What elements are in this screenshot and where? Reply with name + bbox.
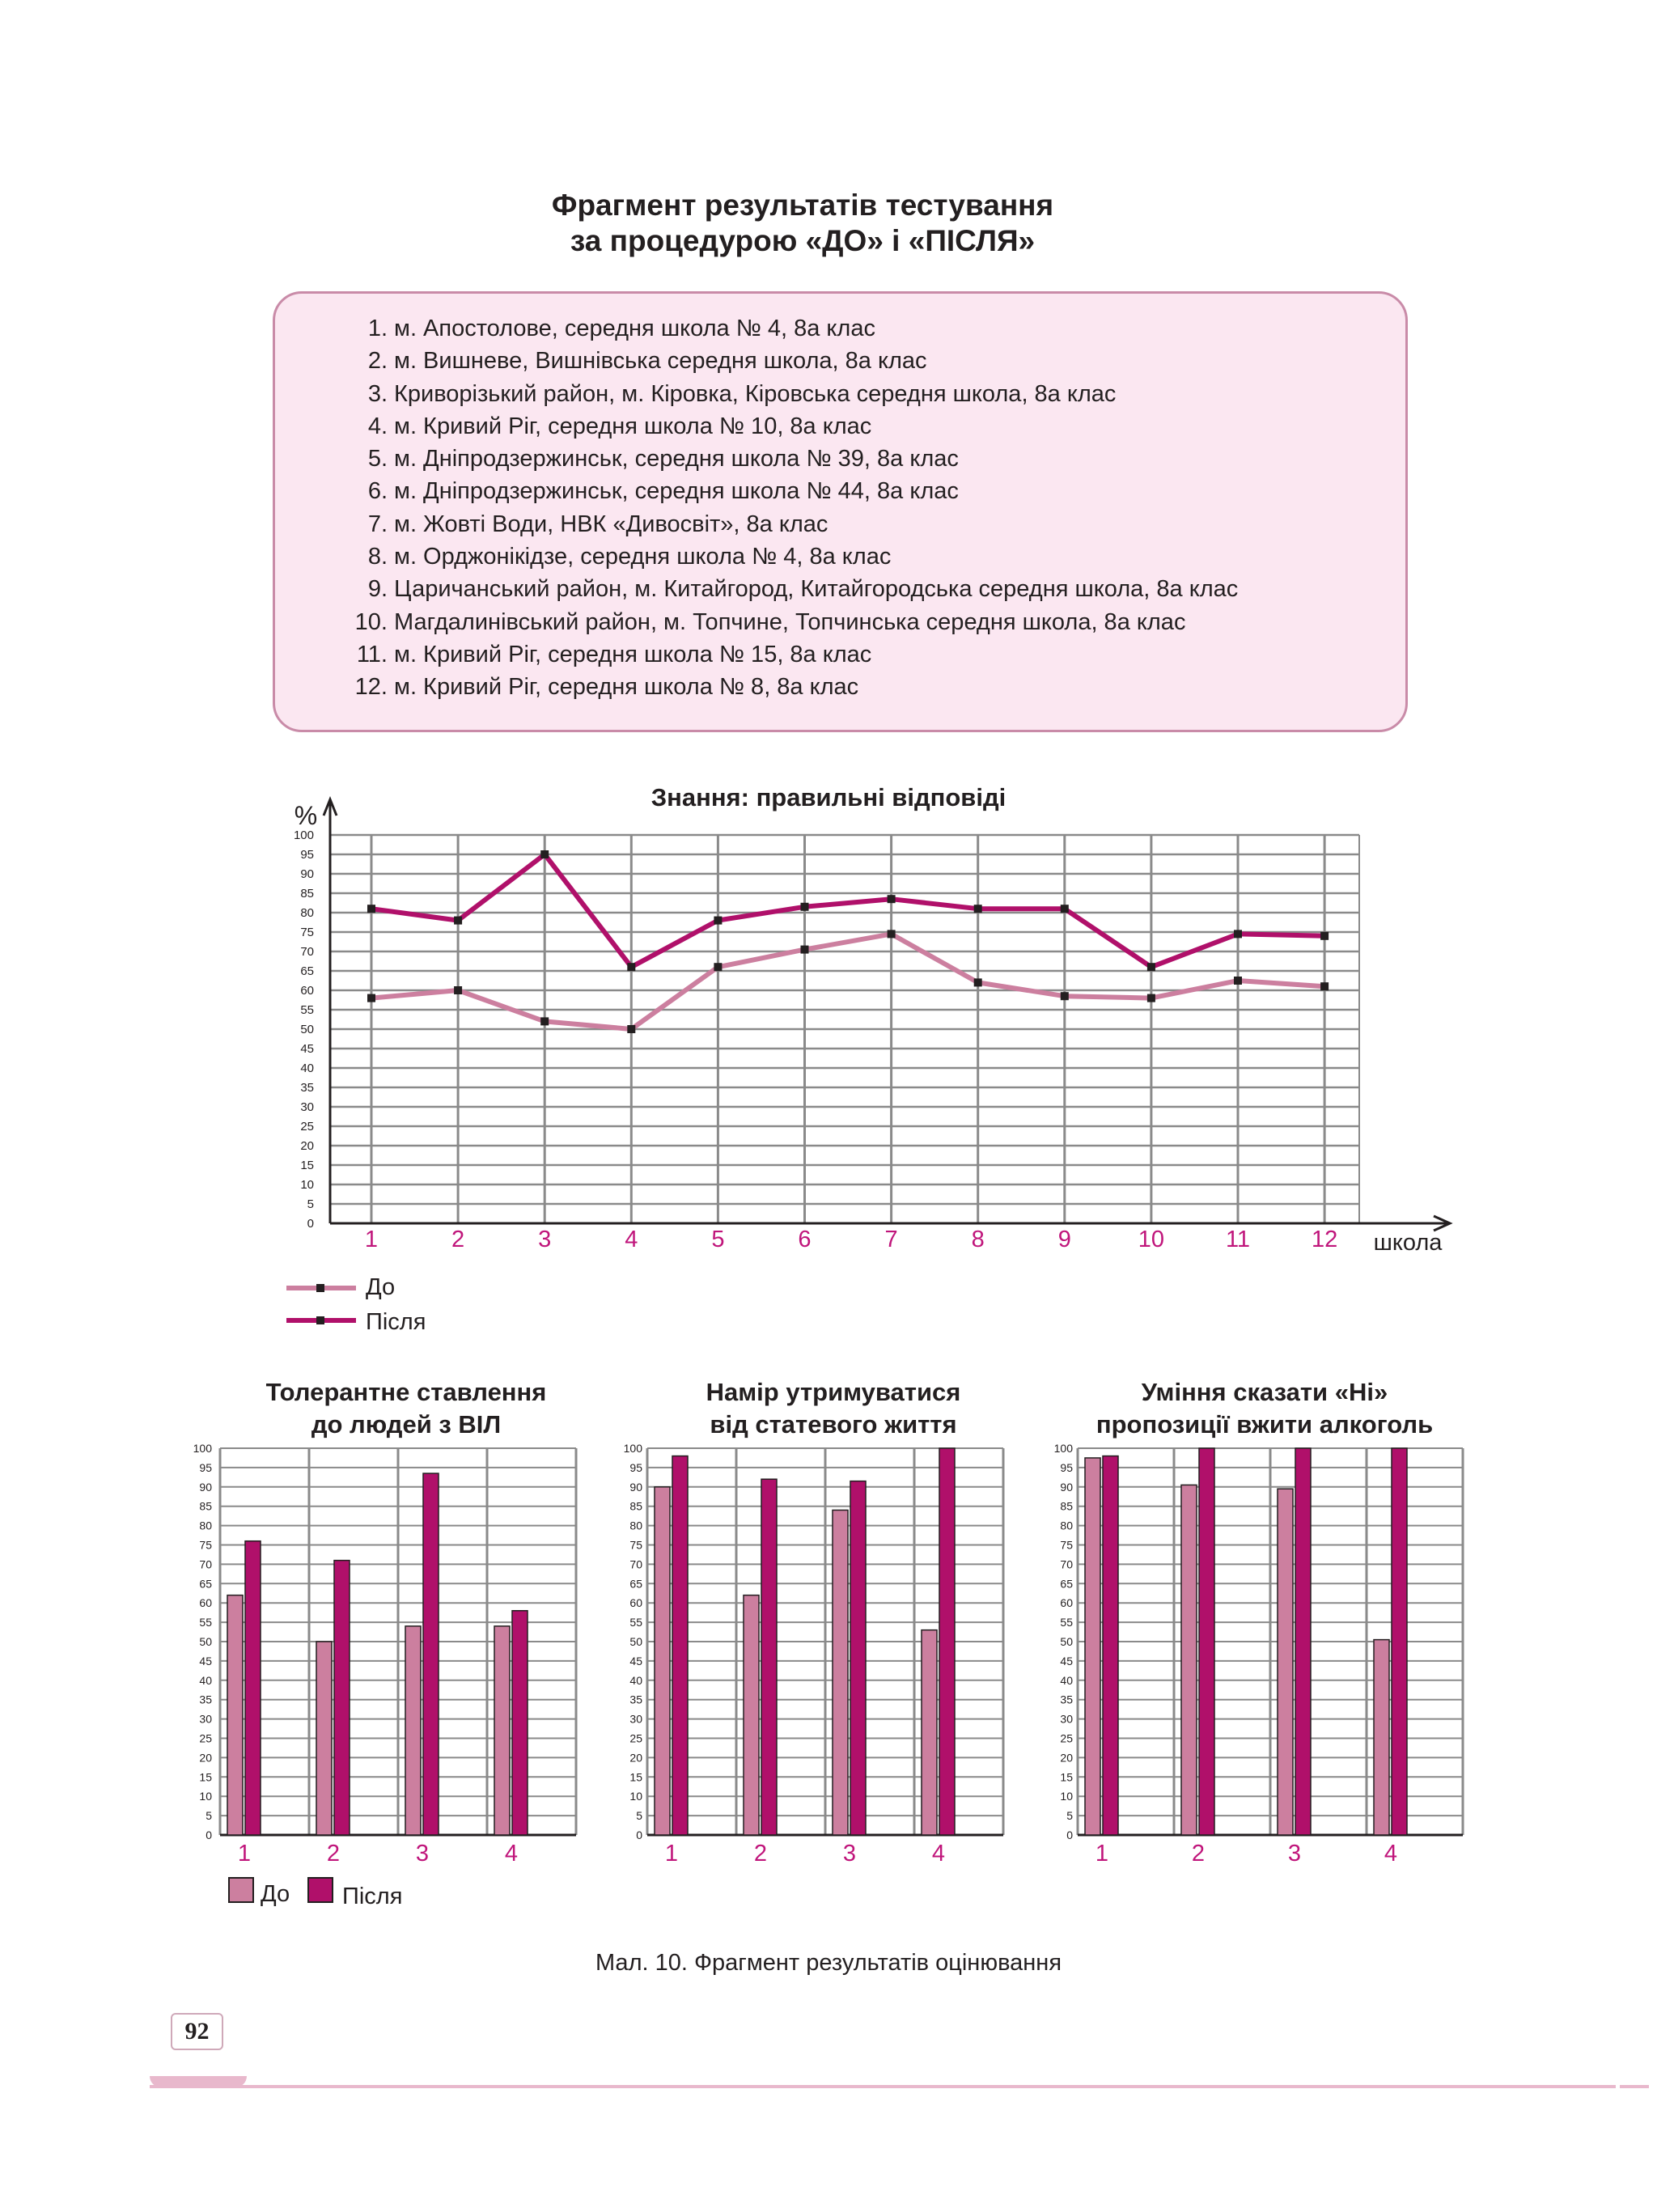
bar-chart-x-tick-label: 1: [664, 1841, 679, 1867]
line-point-after: [1234, 930, 1242, 938]
line-chart-y-tick-label: 15: [300, 1159, 314, 1172]
bar-chart-x-tick-label: 4: [931, 1841, 946, 1867]
bar-before: [494, 1626, 510, 1835]
line-chart-y-tick-label: 35: [300, 1081, 314, 1095]
bar-chart-y-tick-label: 65: [629, 1577, 642, 1591]
line-point-after: [627, 963, 635, 971]
line-chart-x-tick-label: 3: [538, 1227, 552, 1252]
bar-chart-y-tick-label: 55: [1060, 1616, 1073, 1629]
bar-chart-title-line: Толерантне ставлення: [265, 1378, 547, 1406]
bar-chart-title-line: до людей з ВІЛ: [311, 1410, 502, 1439]
bar-chart-y-tick-label: 25: [1060, 1731, 1073, 1745]
page-title-line-1: Фрагмент результатів тестування: [551, 189, 1054, 222]
footer-rule-end: [1620, 2085, 1649, 2088]
line-chart-y-tick-label: 60: [300, 984, 314, 998]
line-point-after: [888, 895, 896, 903]
bar-chart-y-tick-label: 5: [206, 1809, 212, 1823]
bar-chart-y-tick-label: 45: [199, 1654, 212, 1667]
line-chart-y-tick-label: 0: [307, 1217, 314, 1231]
line-chart-x-tick-label: 12: [1311, 1227, 1338, 1252]
legend-bar-after-swatch: [308, 1878, 333, 1902]
bar-chart-y-tick-label: 90: [1060, 1480, 1073, 1494]
line-series-before: [371, 934, 1324, 1029]
line-point-before: [1234, 977, 1242, 985]
line-point-before: [627, 1025, 635, 1033]
bar-chart-y-tick-label: 100: [1053, 1442, 1073, 1455]
bar-chart-y-tick-label: 20: [199, 1751, 212, 1765]
bar-chart-y-tick-label: 80: [629, 1519, 642, 1532]
line-chart-x-tick-label: 1: [364, 1227, 379, 1252]
line-chart-y-tick-label: 20: [300, 1139, 314, 1153]
line-point-before: [1061, 992, 1069, 1000]
bar-chart-y-tick-label: 40: [629, 1673, 642, 1687]
bar-chart-y-tick-label: 0: [636, 1829, 642, 1841]
bar-chart-y-tick-label: 50: [629, 1635, 642, 1648]
footer-rule: [150, 2085, 1616, 2088]
line-point-after: [1061, 905, 1069, 913]
bar-before: [833, 1510, 848, 1835]
bar-after: [1392, 1448, 1407, 1835]
bar-before: [1181, 1485, 1197, 1835]
bar-chart-y-tick-label: 10: [199, 1790, 212, 1803]
line-point-before: [540, 1017, 549, 1025]
line-chart-x-tick-label: 8: [971, 1227, 985, 1252]
line-point-before: [714, 963, 722, 971]
school-name: м. Кривий Ріг, середня школа № 10, 8а клас: [394, 413, 872, 439]
bar-chart-y-tick-label: 40: [1060, 1673, 1073, 1687]
school-name: м. Орджонікідзе, середня школа № 4, 8а клас: [394, 544, 892, 570]
page-number: 92: [171, 2013, 223, 2050]
line-chart-y-tick-label: 50: [300, 1023, 314, 1036]
bar-chart-y-tick-label: 95: [1060, 1460, 1073, 1474]
school-number: 2.: [367, 348, 388, 375]
bar-after: [672, 1456, 688, 1835]
line-chart-y-tick-label: 70: [300, 945, 314, 959]
bar-chart-x-tick-label: 3: [415, 1841, 430, 1867]
bar-after: [1295, 1448, 1311, 1835]
legend-bar-after-label: Після: [342, 1884, 403, 1909]
bar-chart-y-tick-label: 15: [199, 1770, 212, 1784]
bar-chart-title-line: Уміння сказати «Ні»: [1141, 1378, 1388, 1406]
bar-chart-y-tick-label: 100: [623, 1442, 642, 1455]
bar-chart-y-tick-label: 10: [1060, 1790, 1073, 1803]
bar-chart-y-tick-label: 25: [199, 1731, 212, 1745]
school-name: м. Вишневе, Вишнівська середня школа, 8а клас: [394, 348, 927, 375]
bar-chart-y-tick-label: 70: [199, 1557, 212, 1571]
bar-chart-y-tick-label: 0: [206, 1829, 212, 1841]
bar-after: [334, 1561, 350, 1835]
line-chart-y-tick-label: 80: [300, 906, 314, 920]
line-chart-x-tick-label: 6: [798, 1227, 812, 1252]
bar-chart-y-tick-label: 35: [1060, 1693, 1073, 1706]
bar-chart-x-tick-label: 1: [1095, 1841, 1109, 1867]
line-point-after: [1320, 932, 1329, 940]
bar-before: [1085, 1458, 1100, 1835]
school-number: 4.: [367, 413, 388, 439]
bar-chart-y-tick-label: 55: [629, 1616, 642, 1629]
school-name: м. Кривий Ріг, середня школа № 15, 8а клас: [394, 641, 872, 667]
line-chart-y-tick-label: 95: [300, 848, 314, 862]
line-chart-y-label: %: [294, 801, 318, 830]
school-number: 12.: [354, 674, 388, 701]
line-chart-x-label: школа: [1373, 1230, 1443, 1256]
bar-after: [1199, 1448, 1214, 1835]
legend-line-after-marker: [316, 1316, 324, 1324]
line-chart-y-tick-label: 75: [300, 926, 314, 939]
figure-caption: Мал. 10. Фрагмент результатів оцінювання: [595, 1950, 1062, 1976]
bar-before: [922, 1630, 937, 1835]
line-point-before: [454, 986, 462, 994]
line-point-after: [974, 905, 982, 913]
bar-before: [655, 1487, 670, 1835]
bar-chart-y-tick-label: 85: [629, 1499, 642, 1513]
line-chart-y-tick-label: 65: [300, 964, 314, 978]
bar-after: [939, 1448, 955, 1835]
line-point-after: [1147, 963, 1155, 971]
bar-chart-y-tick-label: 85: [199, 1499, 212, 1513]
line-point-before: [974, 978, 982, 986]
bar-chart-y-tick-label: 75: [1060, 1538, 1073, 1552]
school-name: м. Кривий Ріг, середня школа № 8, 8а клас: [394, 674, 859, 701]
bar-chart-y-tick-label: 80: [1060, 1519, 1073, 1532]
line-chart-x-tick-label: 2: [451, 1227, 465, 1252]
line-point-before: [888, 930, 896, 938]
line-point-before: [1147, 994, 1155, 1002]
school-number: 7.: [367, 511, 388, 537]
bar-before: [405, 1626, 421, 1835]
school-name: Криворізький район, м. Кіровка, Кіровська середня школа, 8а клас: [394, 380, 1117, 407]
line-point-after: [367, 905, 375, 913]
legend-line-before-label: До: [366, 1274, 396, 1300]
bar-chart-y-tick-label: 70: [1060, 1557, 1073, 1571]
bar-chart-title-line: пропозиції вжити алкоголь: [1095, 1410, 1434, 1439]
bar-chart-y-tick-label: 95: [199, 1460, 212, 1474]
bar-chart-y-tick-label: 45: [629, 1654, 642, 1667]
bar-after: [1103, 1456, 1118, 1835]
school-name: м. Дніпродзержинськ, середня школа № 44, 8а клас: [394, 478, 959, 505]
legend-line-after-label: Після: [366, 1309, 426, 1335]
bar-after: [761, 1479, 777, 1835]
bar-chart-y-tick-label: 20: [1060, 1751, 1073, 1765]
line-chart-y-tick-label: 45: [300, 1042, 314, 1056]
bar-after: [850, 1481, 866, 1835]
school-name: м. Апостолове, середня школа № 4, 8а клас: [394, 316, 875, 341]
line-chart-y-tick-label: 30: [300, 1100, 314, 1114]
bar-chart-y-tick-label: 60: [199, 1596, 212, 1610]
line-chart-x-tick-label: 11: [1225, 1227, 1251, 1252]
school-number: 6.: [367, 478, 388, 505]
school-number: 5.: [367, 446, 388, 472]
bar-chart-x-tick-label: 2: [1191, 1841, 1206, 1867]
line-point-after: [801, 903, 809, 911]
bar-chart-y-tick-label: 60: [1060, 1596, 1073, 1610]
bar-chart-title-line: від статевого життя: [710, 1410, 957, 1439]
line-chart-x-tick-label: 4: [625, 1227, 638, 1252]
bar-chart-y-tick-label: 50: [199, 1635, 212, 1648]
bar-chart-y-tick-label: 75: [199, 1538, 212, 1552]
school-name: Царичанський район, м. Китайгород, Китайгородська середня школа, 8а клас: [394, 576, 1239, 603]
bar-chart-y-tick-label: 80: [199, 1519, 212, 1532]
line-chart-title: Знання: правильні відповіді: [651, 783, 1006, 811]
bar-after: [245, 1541, 261, 1835]
line-chart-x-tick-label: 7: [884, 1227, 898, 1252]
school-number: 11.: [356, 641, 388, 667]
bar-chart-y-tick-label: 10: [629, 1790, 642, 1803]
school-name: м. Дніпродзержинськ, середня школа № 39, 8а клас: [394, 446, 959, 472]
line-chart-x-tick-label: 10: [1138, 1227, 1165, 1252]
bar-after: [512, 1611, 528, 1835]
line-chart-y-tick-label: 5: [307, 1197, 314, 1211]
bar-chart-y-tick-label: 75: [629, 1538, 642, 1552]
bar-chart-y-tick-label: 65: [1060, 1577, 1073, 1591]
bar-before: [227, 1595, 243, 1835]
legend-line-before-marker: [316, 1284, 324, 1292]
bar-chart-x-tick-label: 1: [237, 1841, 252, 1867]
bar-chart-y-tick-label: 30: [629, 1712, 642, 1726]
bar-chart-y-tick-label: 25: [629, 1731, 642, 1745]
bar-chart-y-tick-label: 50: [1060, 1635, 1073, 1648]
bar-chart-y-tick-label: 45: [1060, 1654, 1073, 1667]
bar-before: [744, 1595, 759, 1835]
line-chart-y-tick-label: 25: [300, 1120, 314, 1134]
school-number: 9.: [367, 576, 388, 603]
legend-bar-before-label: До: [261, 1881, 290, 1907]
bar-chart-y-tick-label: 85: [1060, 1499, 1073, 1513]
line-chart-x-tick-label: 5: [711, 1227, 725, 1252]
bar-chart-y-tick-label: 30: [1060, 1712, 1073, 1726]
bar-chart-y-tick-label: 90: [199, 1480, 212, 1494]
bar-chart-x-tick-label: 3: [842, 1841, 857, 1867]
school-number: 8.: [367, 544, 388, 570]
line-point-before: [1320, 982, 1329, 990]
bar-chart-y-tick-label: 15: [1060, 1770, 1073, 1784]
bar-chart-x-tick-label: 2: [753, 1841, 768, 1867]
bar-before: [316, 1642, 332, 1835]
legend-bar-before-swatch: [229, 1878, 253, 1902]
bar-chart-y-tick-label: 65: [199, 1577, 212, 1591]
bar-chart-y-tick-label: 5: [636, 1809, 642, 1823]
bar-chart-y-tick-label: 70: [629, 1557, 642, 1571]
bar-before: [1374, 1640, 1389, 1835]
bar-chart-y-tick-label: 100: [193, 1442, 212, 1455]
bar-chart-y-tick-label: 55: [199, 1616, 212, 1629]
line-point-after: [714, 917, 722, 925]
school-name: м. Жовті Води, НВК «Дивосвіт», 8а клас: [394, 511, 828, 537]
bar-chart-y-tick-label: 30: [199, 1712, 212, 1726]
bar-chart-y-tick-label: 5: [1066, 1809, 1073, 1823]
line-chart-y-tick-label: 40: [300, 1062, 314, 1075]
bar-before: [1278, 1489, 1293, 1835]
line-point-after: [540, 850, 549, 858]
bar-chart-title-line: Намір утримуватися: [706, 1378, 961, 1406]
page-title-line-2: за процедурою «ДО» і «ПІСЛЯ»: [570, 224, 1036, 257]
school-number: 10.: [354, 608, 388, 635]
line-chart-y-tick-label: 85: [300, 887, 314, 900]
school-name: Магдалинівський район, м. Топчине, Топчинська середня школа, 8а клас: [394, 608, 1186, 635]
line-chart-x-tick-label: 9: [1057, 1227, 1071, 1252]
bar-chart-y-tick-label: 90: [629, 1480, 642, 1494]
bar-chart-y-tick-label: 20: [629, 1751, 642, 1765]
line-series-after: [371, 854, 1324, 967]
bar-chart-y-tick-label: 40: [199, 1673, 212, 1687]
line-chart-y-tick-label: 90: [300, 867, 314, 881]
line-chart-y-tick-label: 55: [300, 1003, 314, 1017]
bar-chart-x-tick-label: 4: [1384, 1841, 1398, 1867]
bar-chart-y-tick-label: 35: [199, 1693, 212, 1706]
line-point-before: [367, 994, 375, 1002]
line-chart-y-tick-label: 100: [293, 828, 314, 842]
bar-chart-x-tick-label: 2: [326, 1841, 341, 1867]
line-point-after: [454, 917, 462, 925]
bar-chart-y-tick-label: 60: [629, 1596, 642, 1610]
line-chart-y-tick-label: 10: [300, 1178, 314, 1192]
bar-chart-x-tick-label: 4: [504, 1841, 519, 1867]
school-number: 3.: [367, 380, 388, 407]
bar-chart-y-tick-label: 15: [629, 1770, 642, 1784]
line-point-before: [801, 946, 809, 954]
bar-chart-x-tick-label: 3: [1287, 1841, 1302, 1867]
bar-chart-y-tick-label: 95: [629, 1460, 642, 1474]
bar-chart-y-tick-label: 35: [629, 1693, 642, 1706]
bar-chart-y-tick-label: 0: [1066, 1829, 1073, 1841]
bar-after: [423, 1473, 439, 1835]
school-number: 1.: [367, 316, 388, 341]
